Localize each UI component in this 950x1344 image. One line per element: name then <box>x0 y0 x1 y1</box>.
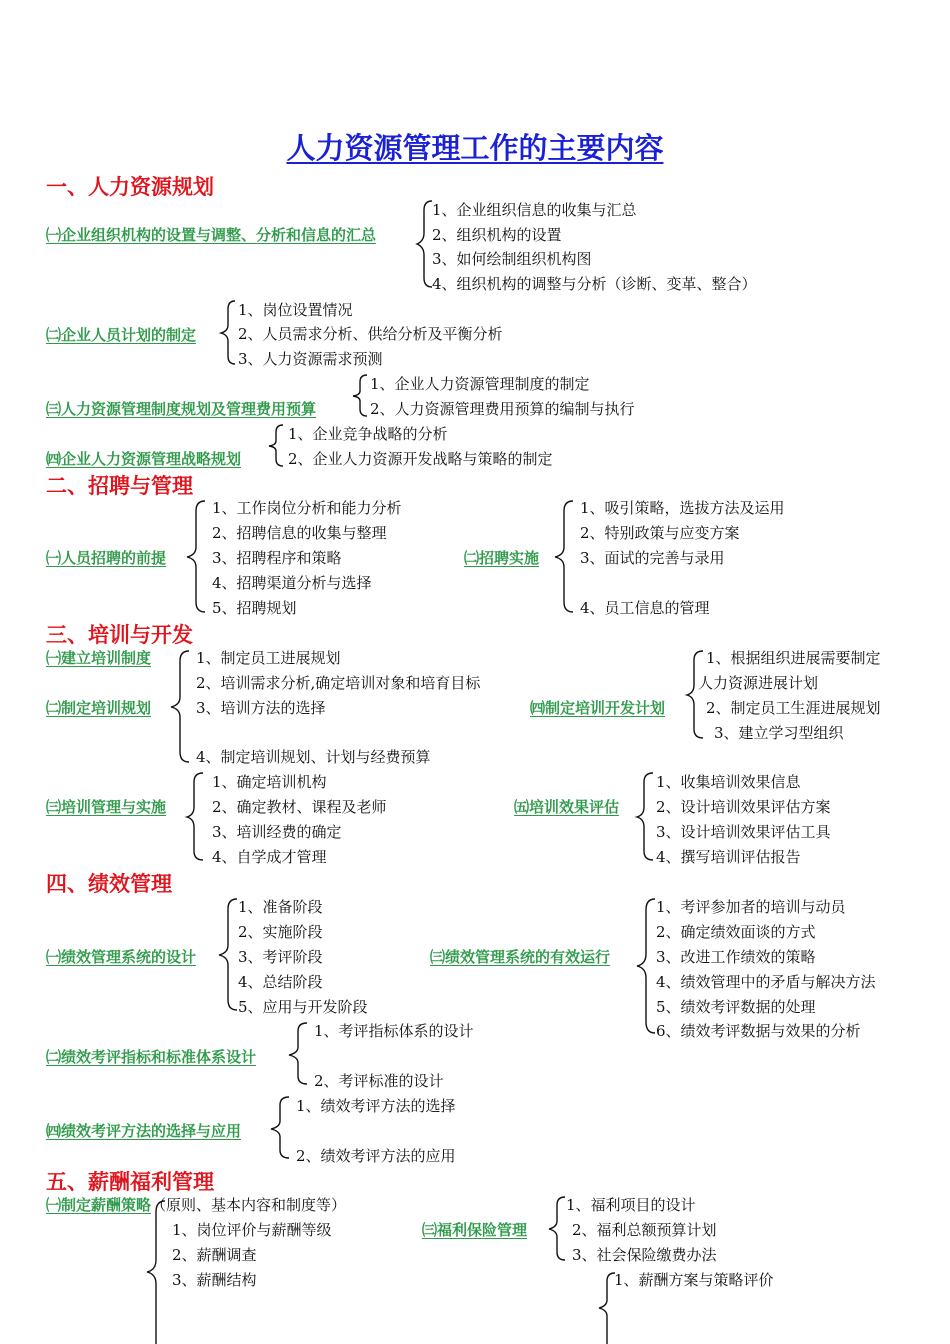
subsection-pay-strategy-note: （原则、基本内容和制度等） <box>151 1196 347 1214</box>
brace-icon <box>288 1022 310 1086</box>
list-item: 2、招聘信息的收集与整理 <box>212 524 387 542</box>
list-item: 1、绩效考评方法的选择 <box>296 1097 456 1115</box>
list-item: 2、设计培训效果评估方案 <box>656 798 831 816</box>
list-item: 4、总结阶段 <box>238 973 323 991</box>
list-item: 2、薪酬调查 <box>172 1246 257 1264</box>
section-heading-planning: 一、人力资源规划 <box>46 175 214 199</box>
list-item: 3、改进工作绩效的策略 <box>656 948 816 966</box>
list-item: 2、绩效考评方法的应用 <box>296 1147 456 1165</box>
list-item: 4、制定培训规划、计划与经费预算 <box>196 748 431 766</box>
subsection-welfare-insurance: ㈢福利保险管理 <box>422 1221 528 1239</box>
list-item: 4、自学成才管理 <box>212 848 327 866</box>
subsection-perf-indicators: ㈡绩效考评指标和标准体系设计 <box>46 1048 257 1066</box>
list-item: 1、确定培训机构 <box>212 773 327 791</box>
subsection-staff-plan: ㈡企业人员计划的制定 <box>46 326 197 344</box>
list-item: 3、社会保险缴费办法 <box>572 1246 717 1264</box>
brace-icon <box>686 650 706 740</box>
brace-icon <box>352 374 370 418</box>
list-item: 3、如何绘制组织机构图 <box>432 250 592 268</box>
list-item: 2、考评标准的设计 <box>314 1072 444 1090</box>
list-item: 4、撰写培训评估报告 <box>656 848 801 866</box>
subsection-recruit-implement: ㈡招聘实施 <box>464 549 540 567</box>
list-item: 3、人力资源需求预测 <box>238 350 383 368</box>
subsection-training-plan: ㈡制定培训规划 <box>46 699 152 717</box>
list-item: 3、薪酬结构 <box>172 1271 257 1289</box>
list-item: 1、准备阶段 <box>238 898 323 916</box>
list-item: 1、岗位评价与薪酬等级 <box>172 1221 332 1239</box>
list-item: 1、企业人力资源管理制度的制定 <box>370 375 590 393</box>
brace-icon <box>186 772 206 862</box>
list-item: 3、设计培训效果评估工具 <box>656 823 831 841</box>
list-item: 4、组织机构的调整与分析（诊断、变革、整合） <box>432 275 757 293</box>
brace-icon <box>636 898 658 1036</box>
list-item: 2、确定教材、课程及老师 <box>212 798 387 816</box>
list-item: 1、福利项目的设计 <box>566 1196 696 1214</box>
brace-icon <box>636 772 656 862</box>
list-item: 2、福利总额预算计划 <box>572 1221 717 1239</box>
list-item: 1、企业竞争战略的分析 <box>288 425 448 443</box>
page-title: 人力资源管理工作的主要内容 <box>286 131 664 165</box>
section-heading-recruitment: 二、招聘与管理 <box>46 474 193 498</box>
list-item: 2、人员需求分析、供给分析及平衡分析 <box>238 325 503 343</box>
list-item: 5、绩效考评数据的处理 <box>656 998 816 1016</box>
subsection-training-system: ㈠建立培训制度 <box>46 649 152 667</box>
list-item: 4、员工信息的管理 <box>580 599 710 617</box>
list-item: 3、面试的完善与录用 <box>580 549 725 567</box>
brace-icon <box>270 1096 292 1160</box>
list-item: 6、绩效考评数据与效果的分析 <box>656 1022 861 1040</box>
list-item: 1、岗位设置情况 <box>238 301 353 319</box>
brace-icon <box>146 1200 168 1344</box>
subsection-org-structure: ㈠企业组织机构的设置与调整、分析和信息的汇总 <box>46 226 377 244</box>
brace-icon <box>218 898 240 1012</box>
list-item: 4、绩效管理中的矛盾与解决方法 <box>656 973 876 991</box>
list-item: 5、招聘规划 <box>212 599 297 617</box>
subsection-training-eval: ㈤培训效果评估 <box>514 798 620 816</box>
list-item: 1、吸引策略，选拔方法及运用 <box>580 499 785 517</box>
list-item: 2、培训需求分析,确定培训对象和培育目标 <box>196 674 481 692</box>
brace-icon <box>186 500 208 614</box>
list-item: 5、应用与开发阶段 <box>238 998 368 1016</box>
list-item: 1、考评参加者的培训与动员 <box>656 898 846 916</box>
list-item: 1、薪酬方案与策略评价 <box>614 1271 774 1289</box>
list-item: 2、组织机构的设置 <box>432 226 562 244</box>
subsection-hr-policy-budget: ㈢人力资源管理制度规划及管理费用预算 <box>46 400 317 418</box>
subsection-perf-system-design: ㈠绩效管理系统的设计 <box>46 948 197 966</box>
subsection-training-dev-plan: ㈣制定培训开发计划 <box>530 699 666 717</box>
list-item: 人力资源进展计划 <box>698 674 819 692</box>
list-item: 2、实施阶段 <box>238 923 323 941</box>
subsection-recruit-prereq: ㈠人员招聘的前提 <box>46 549 167 567</box>
list-item: 1、考评指标体系的设计 <box>314 1022 474 1040</box>
list-item: 2、人力资源管理费用预算的编制与执行 <box>370 400 635 418</box>
subsection-pay-strategy-label: ㈠制定薪酬策略 <box>46 1196 152 1214</box>
list-item: 1、收集培训效果信息 <box>656 773 801 791</box>
list-item: 3、培训方法的选择 <box>196 699 326 717</box>
list-item: 1、制定员工进展规划 <box>196 649 341 667</box>
subsection-training-mgmt: ㈢培训管理与实施 <box>46 798 167 816</box>
brace-icon <box>554 500 576 614</box>
list-item: 2、特别政策与应变方案 <box>580 524 740 542</box>
list-item: 2、确定绩效面谈的方式 <box>656 923 816 941</box>
list-item: 3、招聘程序和策略 <box>212 549 342 567</box>
subsection-perf-methods: ㈣绩效考评方法的选择与应用 <box>46 1122 242 1140</box>
subsection-perf-operation: ㈢绩效管理系统的有效运行 <box>430 948 611 966</box>
list-item: 3、建立学习型组织 <box>714 724 844 742</box>
section-heading-compensation: 五、薪酬福利管理 <box>46 1170 214 1194</box>
brace-icon <box>268 424 286 468</box>
list-item: 1、根据组织进展需要制定 <box>706 649 881 667</box>
brace-icon <box>170 650 192 764</box>
list-item: 3、考评阶段 <box>238 948 323 966</box>
subsection-pay-strategy <box>46 1194 346 1215</box>
list-item: 2、制定员工生涯进展规划 <box>706 699 881 717</box>
list-item: 1、企业组织信息的收集与汇总 <box>432 201 637 219</box>
section-heading-performance: 四、绩效管理 <box>46 872 172 896</box>
list-item: 3、培训经费的确定 <box>212 823 342 841</box>
brace-icon <box>220 300 238 366</box>
subsection-hr-strategy: ㈣企业人力资源管理战略规划 <box>46 450 242 468</box>
brace-icon <box>548 1196 568 1262</box>
list-item: 1、工作岗位分析和能力分析 <box>212 499 402 517</box>
section-heading-training: 三、培训与开发 <box>46 623 193 647</box>
list-item: 2、企业人力资源开发战略与策略的制定 <box>288 450 553 468</box>
list-item: 4、招聘渠道分析与选择 <box>212 574 372 592</box>
